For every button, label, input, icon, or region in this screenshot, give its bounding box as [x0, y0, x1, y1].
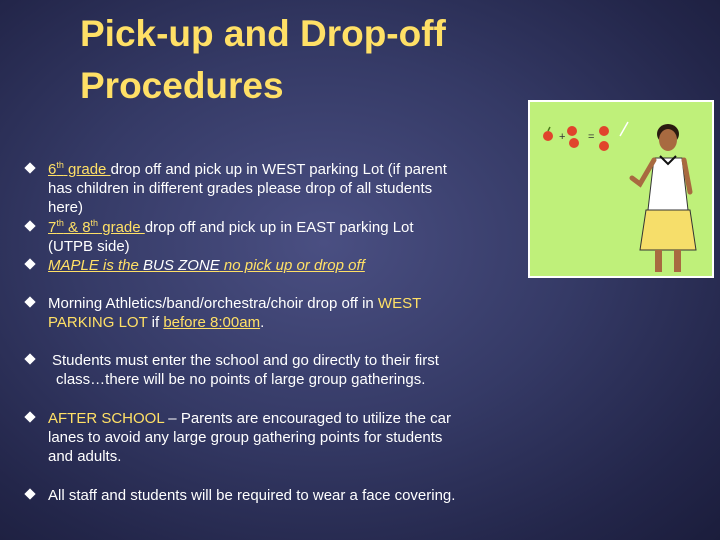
diamond-bullet-icon: [24, 488, 35, 499]
diamond-bullet-icon: [24, 220, 35, 231]
diamond-bullet-icon: [24, 258, 35, 269]
diamond-bullet-icon: [24, 353, 35, 364]
diamond-bullet-icon: [24, 411, 35, 422]
title-line-2: Procedures: [80, 65, 284, 106]
grade-label: 6th grade: [48, 160, 111, 178]
bullet-text: MAPLE is the BUS ZONE no pick up or drop off: [48, 257, 365, 274]
teacher-illustration: [528, 100, 714, 280]
bullet-text: AFTER SCHOOL – Parents are encouraged to utilize the car lanes to avoid any large group gathering points for students and adults.: [48, 410, 451, 465]
bullet-text: All staff and students will be required to wear a face covering.: [48, 487, 456, 504]
bullet-text: 6th grade drop off and pick up in WEST parking Lot (if parent has children in different grades please drop of all students here): [48, 160, 447, 216]
diamond-bullet-icon: [24, 162, 35, 173]
title-line-1: Pick-up and Drop-off: [80, 13, 446, 54]
equals-sign: =: [588, 131, 595, 143]
plus-sign: +: [559, 131, 566, 143]
slide-title: [80, 8, 520, 112]
diamond-bullet-icon: [24, 296, 35, 307]
bullet-text: Morning Athletics/band/orchestra/choir drop off in WEST PARKING LOT if before 8:00am.: [48, 295, 422, 331]
bullet-text: Students must enter the school and go directly to their first class…there will be no points of large group gatherings.: [52, 352, 439, 388]
bullet-text: 7th & 8th grade drop off and pick up in EAST parking Lot (UTPB side): [48, 218, 414, 255]
grade-label: 7th & 8th grade: [48, 218, 145, 236]
